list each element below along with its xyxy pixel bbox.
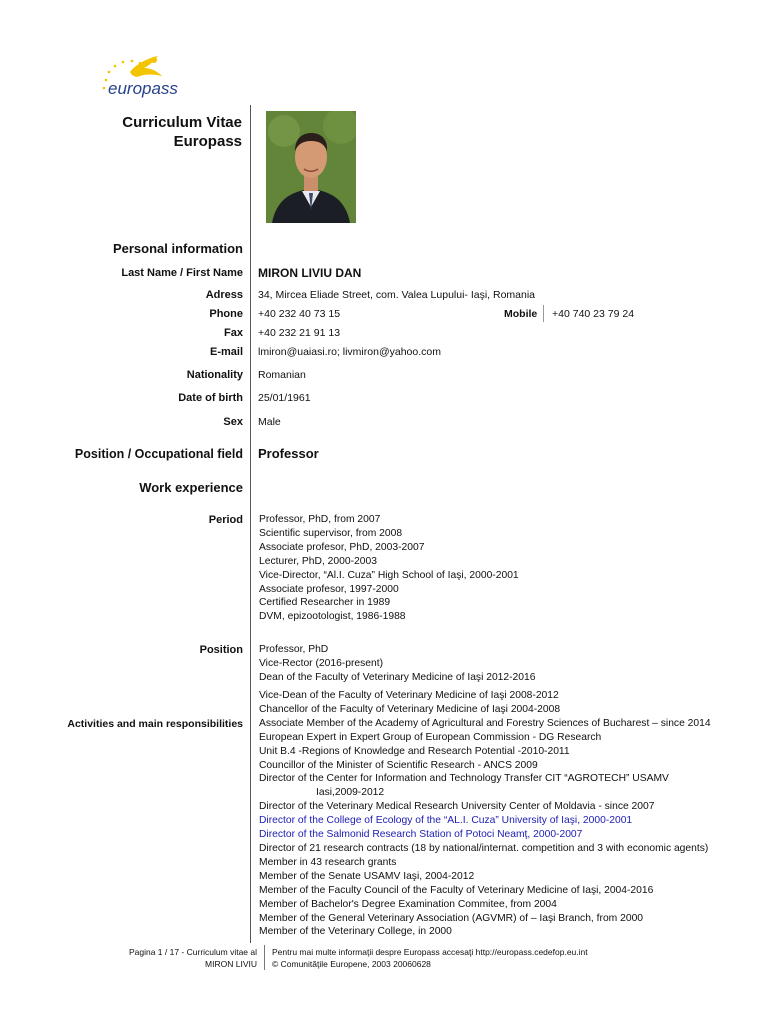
activity-line: Member of the Veterinary College, in 2000	[259, 926, 452, 938]
period-line: Lecturer, PhD, 2000-2003	[259, 555, 377, 567]
nationality-value: Romanian	[258, 369, 306, 381]
nationality-label: Nationality	[186, 369, 243, 381]
activity-line: Director of the Center for Information and Technology Transfer CIT “AGROTECH” USAMV	[259, 773, 669, 785]
period-line: Associate profesor, 1997-2000	[259, 583, 399, 595]
position-field-value: Professor	[258, 446, 319, 461]
activity-line: Unit B.4 -Regions of Knowledge and Research Potential -2010-2011	[259, 745, 570, 757]
fax-label: Fax	[224, 327, 243, 339]
period-line: Professor, PhD, from 2007	[259, 514, 381, 525]
period-list	[259, 513, 519, 624]
sex-value: Male	[258, 416, 281, 428]
fax-value: +40 232 21 91 13	[258, 327, 341, 339]
email-label: E-mail	[209, 346, 243, 358]
activity-line: Councillor of the Minister of Scientific Research - ANCS 2009	[259, 759, 538, 771]
activity-line: Member of the Senate USAMV Iaşi, 2004-2012	[259, 870, 475, 882]
position-field-label: Position / Occupational field	[74, 447, 243, 461]
footer-info	[272, 946, 588, 970]
sex-label: Sex	[223, 416, 243, 428]
activity-line: Director of the Veterinary Medical Research University Center of Moldavia - since 2007	[259, 801, 655, 813]
cv-title-line1: Curriculum Vitae	[122, 114, 242, 131]
activity-line: Member of the Faculty Council of the Faculty of Veterinary Medicine of Iaşi, 2004-2016	[259, 884, 654, 896]
activity-line: Member of the General Veterinary Association (AGVMR) of – Iaşi Branch, from 2000	[259, 912, 644, 924]
phone-label: Phone	[209, 308, 243, 320]
activity-line: Member of Bachelor's Degree Examination Commitee, from 2004	[259, 898, 557, 910]
position-label: Position	[199, 644, 243, 656]
personal-information-heading: Personal information	[112, 241, 243, 256]
activity-line: Director of 21 research contracts (18 by national/internat. competition and 3 with economic agents)	[259, 842, 709, 854]
cv-title	[122, 113, 242, 151]
email-value: lmiron@uaiasi.ro; livmiron@yahoo.com	[258, 346, 441, 358]
activity-line: Director of the College of Ecology of the “AL.I. Cuza” University of Iaşi, 2000-2001	[259, 815, 633, 827]
period-line: Certified Researcher in 1989	[259, 597, 391, 609]
mobile-divider	[543, 305, 544, 322]
period-label: Period	[208, 514, 243, 526]
activity-line: Member in 43 research grants	[259, 856, 397, 868]
europass-logo	[96, 52, 196, 100]
footer-divider	[264, 945, 265, 970]
activity-line: Chancellor of the Faculty of Veterinary Medicine of Iaşi 2004-2008	[259, 703, 561, 715]
activities-label: Activities and main responsibilities	[67, 718, 243, 730]
profile-photo	[266, 111, 356, 223]
svg-text:europass: europass	[108, 79, 178, 98]
period-line: Vice-Director, “Al.I. Cuza” High School of Iaşi, 2000-2001	[259, 569, 519, 581]
period-line: Associate profesor, PhD, 2003-2007	[259, 541, 425, 553]
footer-page-line2: MIRON LIVIU	[205, 959, 257, 969]
name-value: MIRON LIVIU DAN	[258, 266, 362, 280]
phone-value: +40 232 40 73 15	[258, 308, 341, 320]
period-line: Scientific supervisor, from 2008	[259, 527, 403, 539]
position-line: Vice-Rector (2016-present)	[259, 657, 383, 669]
mobile-value: +40 740 23 79 24	[552, 308, 635, 320]
activity-line: Vice-Dean of the Faculty of Veterinary Medicine of Iaşi 2008-2012	[259, 690, 559, 701]
activity-line: European Expert in Expert Group of European Commission - DG Research	[259, 731, 602, 743]
footer-info-line1: Pentru mai multe informaţii despre Europass accesaţi http://europass.cedefop.eu.int	[272, 947, 588, 957]
mobile-label: Mobile	[504, 308, 538, 320]
footer-page-info	[129, 946, 257, 970]
position-line: Professor, PhD	[259, 644, 329, 655]
address-label: Adress	[205, 289, 243, 301]
dob-value: 25/01/1961	[258, 392, 311, 404]
dob-label: Date of birth	[178, 392, 243, 404]
address-value: 34, Mircea Eliade Street, com. Valea Lupului- Iaşi, Romania	[258, 289, 536, 301]
position-list	[259, 643, 535, 685]
work-experience-heading: Work experience	[139, 480, 243, 495]
column-divider	[250, 105, 251, 943]
footer-info-line2: © Comunităţile Europene, 2003 20060628	[272, 959, 431, 969]
activity-line: Associate Member of the Academy of Agricultural and Forestry Sciences of Bucharest – since 2014	[259, 717, 711, 729]
name-label: Last Name / First Name	[121, 267, 243, 279]
cv-title-line2: Europass	[173, 133, 242, 150]
activities-list	[259, 689, 711, 939]
position-line: Dean of the Faculty of Veterinary Medicine of Iaşi 2012-2016	[259, 671, 536, 683]
activity-line: Director of the Salmonid Research Station of Potoci Neamţ, 2000-2007	[259, 829, 583, 841]
period-line: DVM, epizootologist, 1986-1988	[259, 611, 406, 623]
activity-line: Iasi,2009-2012	[316, 787, 385, 799]
footer-page-line1: Pagina 1 / 17 - Curriculum vitae al	[128, 947, 257, 957]
